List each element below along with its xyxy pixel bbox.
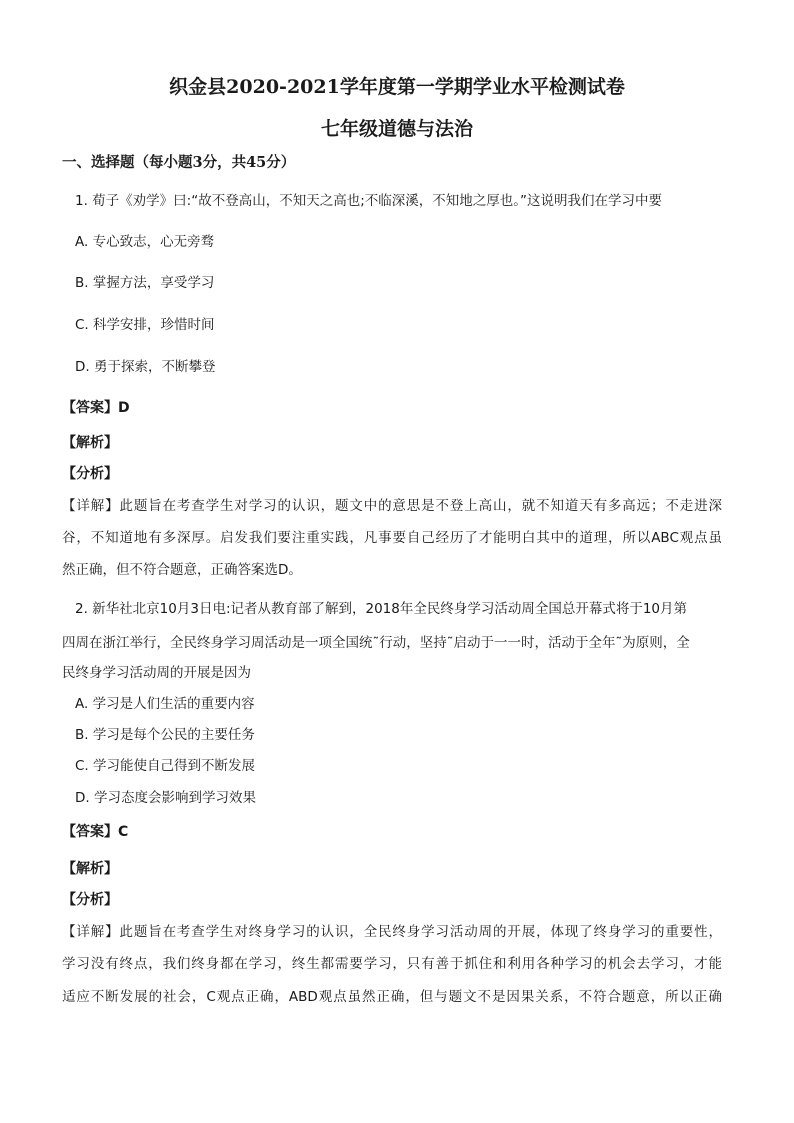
question-2-option-b: B. 学习是每个公民的主要任务 — [75, 727, 255, 743]
page-subtitle: 七年级道德与法治 — [320, 118, 473, 140]
question-1-detail-line-1: 【详解】此题旨在考查学生对学习的认识，题文中的意思是不登上高山，就不知道天有多高远；不走进深 — [62, 498, 722, 514]
question-2-stem-line-3: 民终身学习活动周的开展是因为 — [62, 665, 251, 681]
question-1-option-b: B. 掌握方法，享受学习 — [75, 275, 215, 291]
question-1-stem: 1. 荀子《劝学》曰:“故不登高山，不知天之高也;不临深溪，不知地之厚也。”这说明我们在学习中要 — [75, 193, 663, 209]
question-1-answer: 【答案】D — [62, 400, 130, 416]
question-2-option-c: C. 学习能使自己得到不断发展 — [75, 758, 256, 774]
question-1-detail-line-3: 然正确，但不符合题意，正确答案选D。 — [62, 562, 302, 578]
question-2-fenxi-label: 【分析】 — [62, 892, 118, 908]
question-2-stem-line-1: 2. 新华社北京10月3日电:记者从教育部了解到，2018年全民终身学习活动周全国总开幕式将于10月第 — [75, 601, 688, 617]
question-1-jiexi-label: 【解析】 — [62, 435, 118, 451]
question-1-option-c: C. 科学安排，珍惜时间 — [75, 317, 215, 333]
question-1-detail-line-2: 谷，不知道地有多深厚。启发我们要注重实践，凡事要自己经历了才能明白其中的道理，所以ABC观点虽 — [62, 530, 722, 546]
question-2-option-d: D. 学习态度会影响到学习效果 — [75, 790, 256, 806]
question-2-detail-line-1: 【详解】此题旨在考查学生对终身学习的认识，全民终身学习活动周的开展，体现了终身学习的重要性， — [62, 924, 722, 940]
question-2-stem-line-2: 四周在浙江举行，全民终身学习周活动是一项全国统˜行动，坚持˜启动于一一时，活动于全年˜为原则，全 — [62, 635, 690, 651]
question-2-jiexi-label: 【解析】 — [62, 861, 118, 877]
question-2-detail-line-3: 适应不断发展的社会，C观点正确，ABD观点虽然正确，但与题文不是因果关系，不符合题意，所以正确 — [62, 989, 722, 1005]
question-2-detail-line-2: 学习没有终点，我们终身都在学习，终生都需要学习，只有善于抓住和利用各种学习的机会去学习，才能 — [62, 956, 722, 972]
question-1-option-a: A. 专心致志，心无旁骛 — [75, 234, 215, 250]
question-1-option-d: D. 勇于探索，不断攀登 — [75, 359, 216, 375]
question-2-answer: 【答案】C — [62, 824, 129, 840]
question-2-option-a: A. 学习是人们生活的重要内容 — [75, 696, 255, 712]
question-1-fenxi-label: 【分析】 — [62, 466, 118, 482]
section-heading: 一、选择题（每小题3分，共45分） — [62, 154, 296, 171]
page-title: 织金县2020-2021学年度第一学期学业水平检测试卷 — [169, 76, 625, 98]
